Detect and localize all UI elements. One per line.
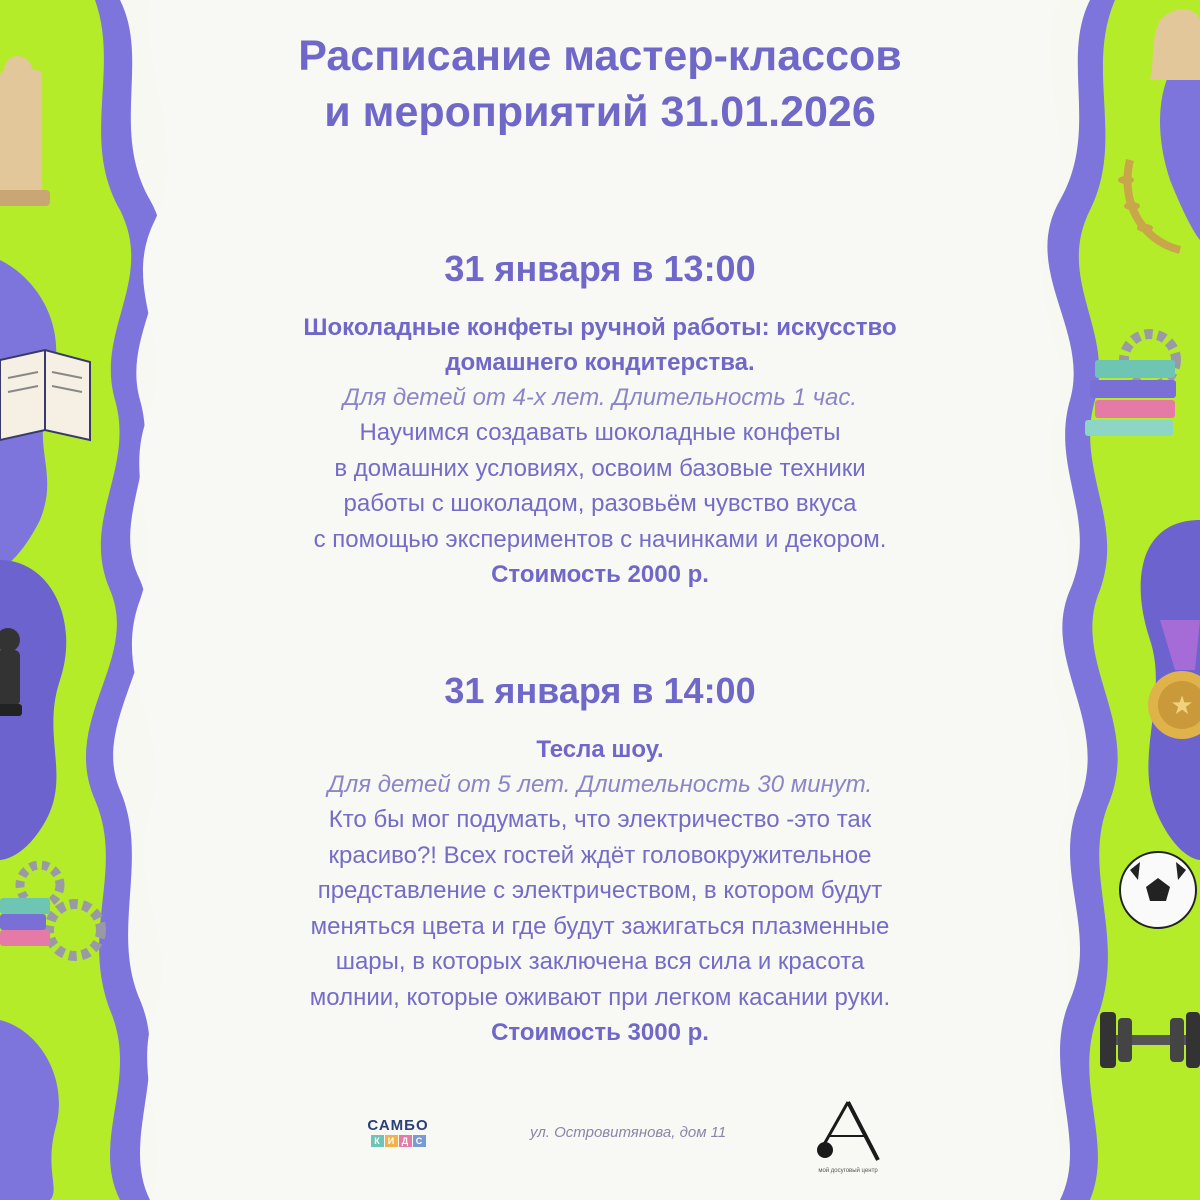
leisure-center-caption: мой досуговый центр [818,1168,878,1174]
event-description [180,415,1020,557]
open-book-icon [0,350,90,440]
event-card [180,668,1020,1050]
event-description-line: Научимся создавать шоколадные конфеты [359,419,841,446]
kids-letter: К [371,1135,384,1147]
event-time: 31 января в 14:00 [444,670,756,711]
event-description-line: в домашних условиях, освоим базовые техники [334,454,866,482]
event-description-line: молнии, которые оживают при легком касании руки. [309,983,891,1011]
event-title [180,310,1020,380]
leisure-center-logo [808,1098,888,1168]
event-audience-duration: Для детей от 4-х лет. Длительность 1 час. [342,384,858,411]
kids-letter: Д [399,1135,412,1147]
event-description-line: Кто бы мог подумать, что электричество -это так [328,806,872,833]
kids-letter: С [413,1135,426,1147]
event-description-line: шары, в которых заключена вся сила и красота [335,948,865,975]
event-title-line: Тесла шоу. [536,736,664,763]
event-audience-duration: Для детей от 5 лет. Длительность 30 минут. [327,771,873,798]
event-time: 31 января в 13:00 [444,248,756,289]
venue-address: ул. Островитянова, дом 11 [530,1124,727,1141]
event-description-line: работы с шоколадом, разовьём чувство вкуса [343,490,857,517]
sambo-logo-text: САМБО [367,1117,429,1134]
page-title-line-1: Расписание мастер-классов [298,32,902,80]
event-card [180,246,1020,592]
books-stack-icon [0,898,50,946]
kids-letter: И [385,1135,398,1147]
event-price: Стоимость 3000 р. [491,1019,709,1046]
sambo-kids-letters [355,1135,441,1147]
event-price: Стоимость 2000 р. [491,561,709,588]
page-title-line-2: и мероприятий 31.01.2026 [324,88,876,136]
event-description-line: красиво?! Всех гостей ждёт головокружительное [328,841,872,869]
sambo-kids-logo [355,1118,441,1147]
event-description-line: представление с электричеством, в котором будут [317,877,883,904]
chess-pawn-icon [0,628,22,716]
event-description-line: меняться цвета и где будут зажигаться плазменные [310,912,890,940]
soccer-ball-icon [1120,852,1196,928]
svg-text:★: ★ [1170,691,1194,721]
page-title [180,28,1020,140]
event-title-line: домашнего кондитерства. [445,349,755,376]
event-title-line: Шоколадные конфеты ручной работы: искусство [303,314,897,341]
event-description-line: с помощью экспериментов с начинками и декором. [313,525,887,553]
event-description [180,802,1020,1015]
event-title [180,732,1020,767]
